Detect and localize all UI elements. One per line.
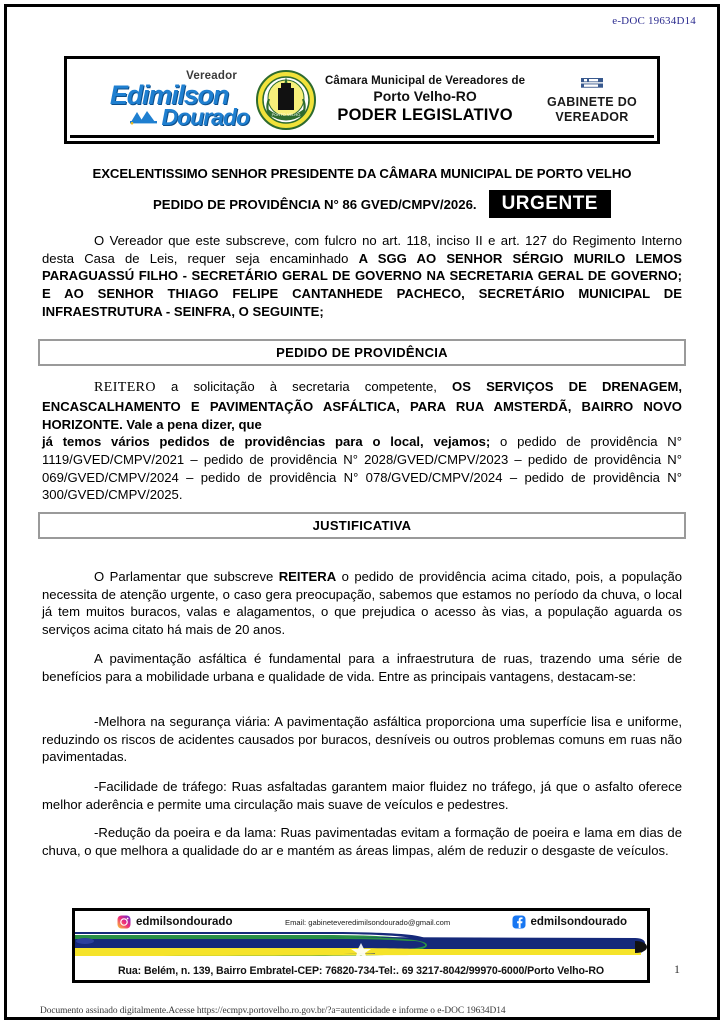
- chamber-line-1: Câmara Municipal de Vereadores de: [325, 75, 526, 88]
- justification-paragraph-3: -Melhora na segurança viária: A pavimentação asfáltica proporciona uma superfície lisa e uniforme, reduzindo os riscos de acidentes causados por buracos, desníveis ou outros problemas comuns em ruas não pavimentadas.: [42, 714, 682, 765]
- councilman-last-name: Dourado: [161, 103, 249, 130]
- chamber-line-3: PODER LEGISLATIVO: [337, 106, 513, 125]
- justification-paragraph-5: -Redução da poeira e da lama: Ruas pavimentadas evitam a formação de poeira e lama em dias de chuva, o que melhora a qualidade do ar e mantém as áreas limpas, além de reduzir o desgaste de veículos.: [42, 825, 682, 858]
- edoc-tag: e-DOC 19634D14: [612, 15, 696, 27]
- swoosh-icon: [129, 109, 159, 125]
- footer-email[interactable]: Email: gabineteveredimilsondourado@gmail.com: [285, 917, 451, 927]
- status-badge: URGENTE: [489, 190, 611, 218]
- reitero-lead: a solicitação à secretaria competente,: [155, 379, 453, 394]
- reitero-bold: OS SERVIÇOS DE DRENAGEM, ENCASCALHAMENTO E PAVIMENTAÇÃO ASFÁLTICA, PARA RUA AMSTERDÃ, BAIRRO NOVO HORIZONTE. Vale a pena dizer, que: [42, 379, 682, 432]
- justification-paragraph-4: -Facilidade de tráfego: Ruas asfaltadas garantem maior fluidez no tráfego, já que o asfalto oferece melhor aderência e permite uma circulação mais suave de veículos e pedestres.: [42, 779, 682, 812]
- councilman-logo: [67, 71, 255, 129]
- office-line-2: VEREADOR: [555, 109, 629, 124]
- instagram-icon: [117, 915, 131, 929]
- section-header-justification-label: JUSTIFICATIVA: [312, 518, 412, 533]
- section-header-request-label: PEDIDO DE PROVIDÊNCIA: [276, 345, 448, 360]
- intro-paragraph: [42, 232, 682, 320]
- reitero-keyword: REITERO: [94, 380, 156, 395]
- chamber-identity: [255, 69, 527, 131]
- reitero-bold-2: já temos vários pedidos de providências para o local, vejamos;: [42, 434, 491, 450]
- instagram-handle: edmilsondourado: [136, 916, 233, 928]
- page-number: 1: [674, 962, 680, 976]
- justif-1-lead: O Parlamentar que subscreve: [94, 569, 279, 584]
- justification-paragraph-2: A pavimentação asfáltica é fundamental para a infraestrutura de ruas, trazendo uma série de benefícios para a mobilidade urbana e qualidade de vida. Entre as principais vantagens, destacam-se:: [42, 651, 682, 684]
- reitero-tail: o pedido de providência N° 1119/GVED/CMPV/2021 – pedido de providência N° 2028/GVED/CMPV/2023 – pedido de providência N° 069/GVED/CMPV/2024 – pedido de providência N° 078/GVED/CMPV/2024 – pedido de providência N° 300/GVED/CMPV/2025.: [42, 434, 682, 503]
- facebook-contact[interactable]: [512, 915, 627, 929]
- office-line-1: GABINETE DO: [546, 94, 638, 109]
- footer-contact-card: [72, 908, 650, 983]
- intro-text-regular: O Vereador que este subscreve, com fulcro no art. 118, inciso II e art. 127 do Regimento Interno desta Casa de Leis, requer seja encaminhado: [42, 233, 682, 266]
- letterhead: [64, 56, 660, 144]
- gov-brasil-icon: [579, 76, 605, 90]
- digital-signature-note: Documento assinado digitalmente.Acesse https://ecmpv.portovelho.ro.gov.br/?a=autenticidade e informe o e-DOC 19634D14: [40, 1006, 506, 1016]
- office-block: [527, 76, 657, 125]
- councilman-prefix: Vereador: [186, 70, 237, 83]
- footer-address: Rua: Belém, n. 139, Bairro Embratel-CEP: 76820-734-Tel:. 69 3217-8042/99970-6000/Porto Velho-RO: [75, 965, 647, 977]
- instagram-contact[interactable]: [117, 915, 232, 929]
- request-paragraph: [42, 378, 682, 504]
- coat-of-arms-icon: [255, 69, 317, 131]
- request-number-row: [0, 190, 724, 218]
- letterhead-rule: [70, 135, 654, 138]
- svg-text:PORTO VELHO: PORTO VELHO: [271, 112, 301, 117]
- facebook-icon: [512, 915, 526, 929]
- chamber-line-2: Porto Velho-RO: [373, 88, 477, 105]
- facebook-handle: edmilsondourado: [530, 916, 627, 928]
- justification-paragraph-1: [42, 568, 682, 639]
- justif-1-bold: REITERA: [278, 569, 337, 584]
- addressee-heading: EXCELENTISSIMO SENHOR PRESIDENTE DA CÂMARA MUNICIPAL DE PORTO VELHO: [92, 166, 632, 181]
- section-header-request: [38, 339, 686, 366]
- intro-text-bold: A SGG AO SENHOR SÉRGIO MURILO LEMOS PARAGUASSÚ FILHO - SECRETÁRIO GERAL DE GOVERNO NA SECRETARIA GERAL DE GOVERNO; E AO SENHOR THIAGO FELIPE CANTANHEDE PACHECO, SECRETÁRIO MUNICIPAL DE INFRAESTRUTURA - SEINFRA, O SEGUINTE;: [42, 250, 683, 319]
- flag-ribbon-graphic: [75, 929, 647, 963]
- justif-1-tail: o pedido de providência acima citado, pois, a população necessita de atenção urgente, o caso gera preocupação, sabemos que estamos no período da chuva, o local já tem muitos buracos, valas e alagamentos, o que prejudica o acesso às vias, a população aguarda os serviços acima citato há mais de 20 anos.: [42, 569, 683, 638]
- councilman-first-name: Edimilson: [109, 79, 229, 110]
- section-header-justification: [38, 512, 686, 539]
- request-number: PEDIDO DE PROVIDÊNCIA N° 86 GVED/CMPV/2026.: [153, 196, 477, 212]
